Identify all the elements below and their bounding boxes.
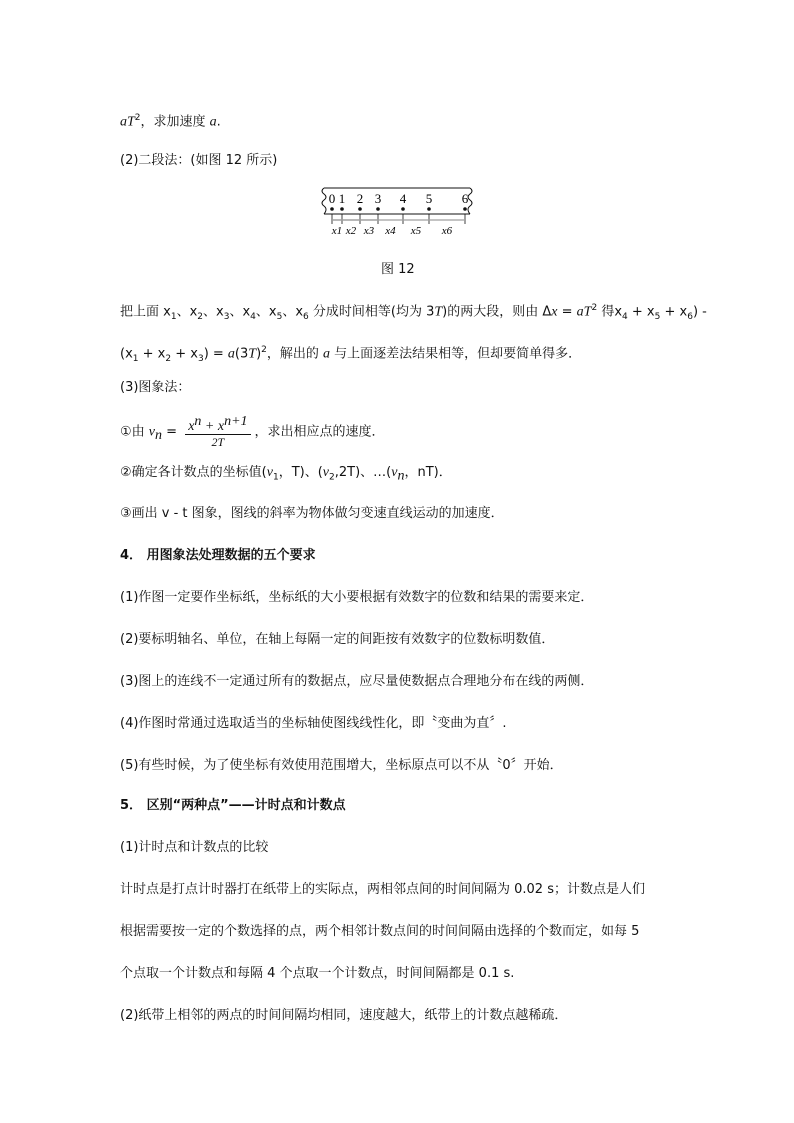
p2-text-m: 得x	[597, 304, 623, 320]
p2l2-text-c: + x	[171, 346, 198, 362]
p2l2-sub-3: 3	[197, 353, 204, 364]
p2-var-aT: aT	[576, 304, 592, 320]
step2-v2: v	[322, 465, 329, 480]
p2-sub-4: 4	[250, 311, 256, 322]
p2-text-d: 、x	[229, 304, 251, 320]
p2-sub-1: 1	[170, 311, 177, 322]
section5-p2: 根据需要按一定的个数选择的点，两个相邻计数点间的时间间隔由选择的个数而定，如每 5	[120, 924, 640, 939]
p2-var-x: x	[551, 304, 558, 320]
step1-post: ，求出相应点的速度．	[254, 424, 385, 440]
step2-t1: ，T)、(	[278, 465, 323, 480]
step1-pre: ①由	[120, 424, 149, 440]
section4-item-4: (4)作图时常通过选取适当的坐标轴使图线线性化，即〝变曲为直〞.	[120, 716, 507, 731]
p2l2-text-k: 与上面逐差法结果相等，但却要简单得多．	[330, 346, 582, 362]
p2l2-text-i: ，解出的	[266, 346, 324, 362]
step2	[120, 465, 452, 486]
step1	[120, 414, 385, 451]
step1-numerator	[185, 414, 250, 435]
p2-sub-5b: 5	[654, 311, 661, 322]
p2-sub-6: 6	[303, 311, 309, 322]
tape-segment-label-x6: x6	[441, 225, 453, 237]
p2l2-var-T: T	[248, 346, 257, 362]
p2l2-sub-1: 1	[132, 353, 139, 364]
p2-sup-2: 2	[591, 303, 598, 313]
tape-dot-2	[358, 207, 362, 211]
p2-text-f: 、x	[282, 304, 304, 320]
p2l2-text-f: (3	[234, 346, 249, 362]
p2l2-text-b: + x	[138, 346, 166, 362]
formula-at: aT	[120, 114, 135, 130]
section4-item-5: (5)有些时候，为了使坐标有效使用范围增大，坐标原点可以不从〝0〞开始．	[120, 758, 563, 773]
p2-sub-2: 2	[197, 311, 203, 322]
p2-text-a: 把上面 x	[120, 304, 171, 320]
p2-text-b: 、x	[176, 304, 198, 320]
tape-point-label-2: 2	[356, 191, 364, 206]
line-acceleration	[120, 110, 221, 130]
step2-t3: ，nT)．	[404, 465, 452, 480]
section4-item-1: (1)作图一定要作坐标纸，坐标纸的大小要根据有效数字的位数和结果的需要来定．	[120, 590, 594, 605]
tape-point-label-3: 3	[374, 191, 382, 206]
p2l2-text-h: )	[256, 346, 262, 362]
method3-heading: (3)图象法：	[120, 380, 191, 395]
step2-vn: v	[391, 465, 398, 480]
num-sup-n: n	[194, 414, 202, 429]
tape-point-label-6: 6	[461, 191, 469, 206]
tape-segment-label-x5: x5	[410, 225, 422, 237]
p2l2-var-a: a	[227, 346, 235, 362]
step2-s2: 2	[329, 472, 335, 483]
figure-caption: 图 12	[381, 262, 415, 277]
step2-s1: 1	[272, 472, 279, 483]
p2-text-i: )的两大段，则由 Δ	[442, 304, 552, 320]
num-plus-x: + x	[201, 419, 225, 434]
num-sup-n1: n+1	[224, 414, 248, 429]
p2l2-sup-2: 2	[261, 345, 267, 355]
section5-sub1: (1)计时点和计数点的比较	[120, 840, 269, 855]
p2-text-o: + x	[660, 304, 688, 320]
p2-text-n: + x	[627, 304, 655, 320]
p2-var-T: T	[434, 304, 443, 320]
step1-var-v: v	[148, 424, 156, 440]
var-a: a	[209, 114, 217, 130]
tape-segment-label-x2: x2	[345, 225, 357, 237]
tape-dot-3	[376, 207, 380, 211]
tape-dot-1	[340, 207, 344, 211]
p2-sub-3: 3	[223, 311, 230, 322]
tape-dot-6	[463, 207, 467, 211]
step2-sn: n	[397, 468, 405, 484]
p2-text-e: 、x	[255, 304, 277, 320]
tape-dot-5	[427, 207, 431, 211]
p2-text-k: =	[557, 304, 577, 320]
text-period: .	[216, 114, 221, 130]
p2-text-p: ) -	[692, 304, 707, 320]
section4-title: 4． 用图象法处理数据的五个要求	[120, 548, 316, 563]
method2-heading: (2)二段法：(如图 12 所示)	[120, 153, 278, 168]
tape-dot-0	[330, 207, 334, 211]
step1-fraction	[185, 414, 250, 450]
p2-text-c: 、x	[203, 304, 224, 320]
tape-left-wavy-edge	[322, 188, 326, 214]
section5-title: 5． 区别“两种点”——计时点和计数点	[120, 798, 346, 813]
text-find-acceleration: ，求加速度	[140, 114, 210, 130]
para2-line1	[120, 300, 707, 325]
tape-point-label-0: 0	[328, 191, 336, 206]
p2l2-text-d: ) =	[203, 346, 228, 362]
p2l2-text-a: (x	[120, 346, 133, 362]
step1-denominator: 2T	[211, 435, 225, 449]
step1-eq: =	[162, 424, 182, 440]
tape-point-label-5: 5	[425, 191, 433, 206]
p2-sub-5: 5	[276, 311, 283, 322]
sup-2: 2	[134, 113, 141, 123]
section5-p3: 个点取一个计数点和每隔 4 个点取一个计数点，时间间隔都是 0.1 s.	[120, 966, 515, 981]
step3: ③画出 v - t 图象，图线的斜率为物体做匀变速直线运动的加速度．	[120, 506, 504, 521]
para2-line2	[120, 342, 581, 367]
tape-right-wavy-edge	[468, 188, 472, 214]
p2-text-g: 分成时间相等(均为 3	[308, 304, 435, 320]
section4-item-3: (3)图上的连线不一定通过所有的数据点，应尽量使数据点合理地分布在线的两侧．	[120, 674, 594, 689]
tape-point-label-4: 4	[399, 191, 407, 206]
step2-v1: v	[266, 465, 273, 480]
step2-t2: ,2T)、…(	[334, 465, 392, 480]
tape-segment-label-x3: x3	[363, 225, 375, 237]
p2l2-var-a2: a	[323, 346, 331, 362]
tape-segment-label-x1: x1	[331, 225, 343, 237]
num-x: x	[188, 419, 195, 434]
p2l2-sub-2: 2	[165, 353, 172, 364]
tape-figure	[318, 186, 478, 238]
step2-pre: ②确定各计数点的坐标值(	[120, 465, 267, 480]
p2-sub-4b: 4	[622, 311, 628, 322]
step1-sub-n: n	[155, 428, 163, 444]
section4-item-2: (2)要标明轴名、单位，在轴上每隔一定的间距按有效数字的位数标明数值．	[120, 632, 555, 647]
tape-point-label-1: 1	[338, 191, 346, 206]
tape-segment-label-x4: x4	[385, 225, 396, 237]
p2-sub-6b: 6	[687, 311, 693, 322]
tape-dot-4	[401, 207, 405, 211]
section5-p1: 计时点是打点计时器打在纸带上的实际点，两相邻点间的时间间隔为 0.02 s；计数点是人们	[120, 882, 645, 897]
section5-sub2: (2)纸带上相邻的两点的时间间隔均相同，速度越大，纸带上的计数点越稀疏．	[120, 1008, 568, 1023]
